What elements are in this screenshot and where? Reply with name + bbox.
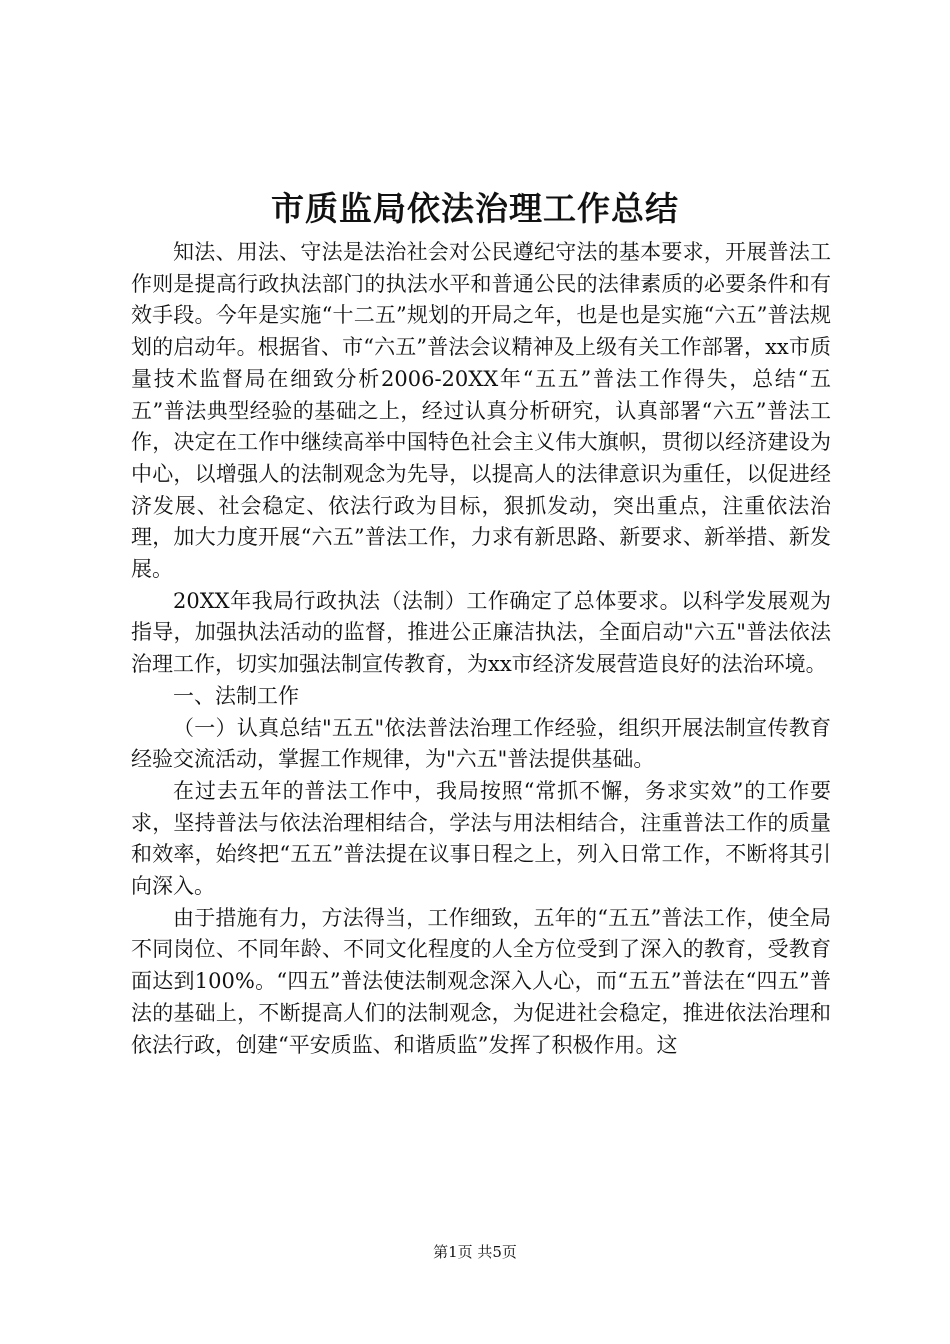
document-title: 市质监局依法治理工作总结 <box>271 189 679 228</box>
subsection-heading-1: （一）认真总结"五五"依法普法治理工作经验，组织开展法制宣传教育经验交流活动，掌握工作规律，为"六五"普法提供基础。 <box>131 715 831 772</box>
paragraph-results: 由于措施有力，方法得当，工作细致，五年的“五五”普法工作，使全局不同岗位、不同年龄、不同文化程度的人全方位受到了深入的教育，受教育面达到100%。“四五”普法使法制观念深入人心，而“五五”普法在“四五”普法的基础上，不断提高人们的法制观念，为促进社会稳定，推进依法治理和依法行政，创建“平安质监、和谐质监”发挥了积极作用。这 <box>131 905 831 1057</box>
section-heading-legal-work: 一、法制工作 <box>173 683 299 708</box>
paragraph-past-five-years: 在过去五年的普法工作中，我局按照“常抓不懈，务求实效”的工作要求，坚持普法与依法治理相结合，学法与用法相结合，注重普法工作的质量和效率，始终把“五五”普法提在议事日程之上，列入日常工作，不断将其引向深入。 <box>131 778 831 899</box>
paragraph-annual-requirements: 20XX年我局行政执法（法制）工作确定了总体要求。以科学发展观为指导，加强执法活动的监督，推进公正廉洁执法，全面启动"六五"普法依法治理工作，切实加强法制宣传教育，为xx市经济发展营造良好的法治环境。 <box>131 588 831 677</box>
page-number-footer: 第1页 共5页 <box>433 1243 517 1261</box>
document-body <box>131 237 831 1061</box>
paragraph-intro: 知法、用法、守法是法治社会对公民遵纪守法的基本要求，开展普法工作则是提高行政执法部门的执法水平和普通公民的法律素质的必要条件和有效手段。今年是实施“十二五”规划的开局之年，也是也是实施“六五”普法规划的启动年。根据省、市“六五”普法会议精神及上级有关工作部署，xx市质量技术监督局在细致分析2006-20XX年“五五”普法工作得失，总结“五五”普法典型经验的基础之上，经过认真分析研究，认真部署“六五”普法工作，决定在工作中继续高举中国特色社会主义伟大旗帜，贯彻以经济建设为中心，以增强人的法制观念为先导，以提高人的法律意识为重任，以促进经济发展、社会稳定、依法行政为目标，狠抓发动，突出重点，注重依法治理，加大力度开展“六五”普法工作，力求有新思路、新要求、新举措、新发展。 <box>131 240 831 582</box>
